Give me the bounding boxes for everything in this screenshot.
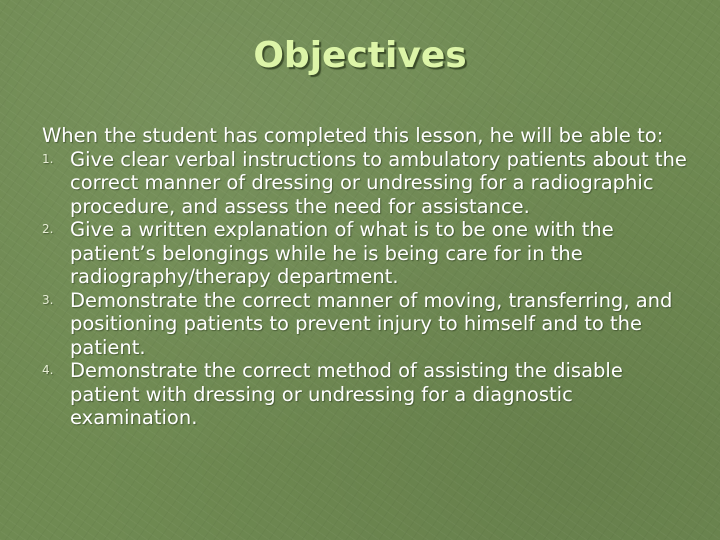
objective-text-2: Give a written explanation of what is to be one with the patient’s belongings while he is being care for in the radiography/therapy department. — [70, 218, 614, 288]
intro-paragraph: When the student has completed this lesson, he will be able to: — [42, 124, 664, 147]
objective-item-3 — [42, 289, 692, 360]
objective-number-4: 4. — [42, 363, 54, 377]
objective-text-4: Demonstrate the correct method of assisting the disable patient with dressing or undressing for a diagnostic examination. — [70, 359, 623, 429]
objective-number-3: 3. — [42, 292, 54, 307]
objective-item-1 — [42, 148, 692, 219]
objective-item-4 — [42, 359, 692, 430]
objective-item-2 — [42, 218, 692, 289]
objective-text-1: Give clear verbal instructions to ambulatory patients about the correct manner of dressing or undressing for a radiographic procedure, and assess the need for assistance. — [70, 147, 687, 218]
slide-title: Objectives — [253, 35, 467, 76]
objectives-list — [42, 148, 692, 430]
objective-number-1: 1. — [42, 151, 54, 166]
objective-text-3: Demonstrate the correct manner of moving, transferring, and positioning patients to prevent injury to himself and to the patient. — [70, 288, 673, 359]
slide-body — [42, 124, 692, 430]
objective-number-2: 2. — [42, 222, 54, 236]
